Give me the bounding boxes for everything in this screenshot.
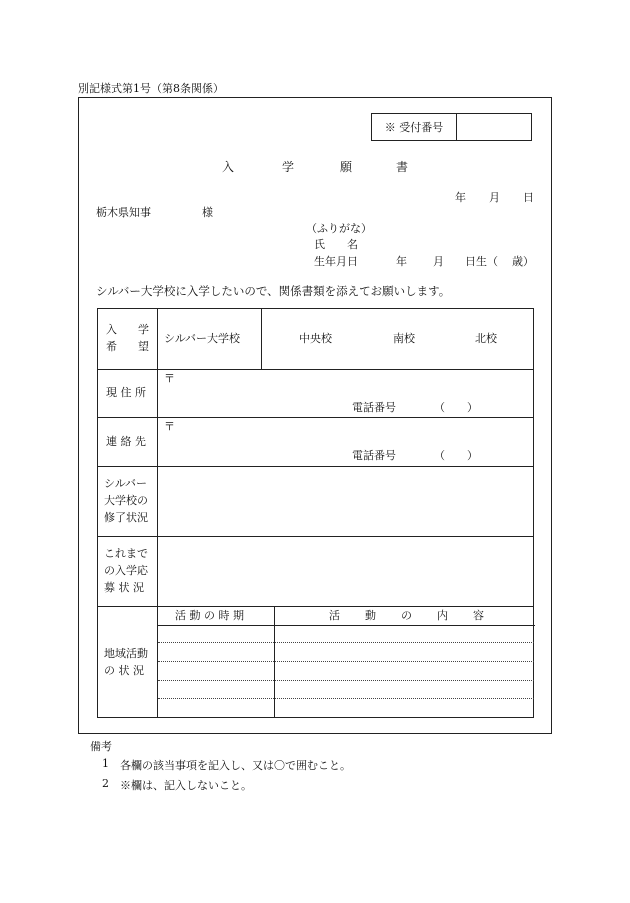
addressee-honorific: 様 [202,206,213,219]
address-phone-label: 電話番号 [352,401,396,414]
note-text-1: 各欄の該当事項を記入し、又は〇で囲むこと。 [120,759,351,772]
birth-label: 生年月日 [314,255,358,268]
activity-period-header: 活 動 の 時 期 [175,609,244,622]
note-text-2: ※欄は、記入しないこと。 [120,779,252,792]
title-char: 願 [340,160,353,174]
activity-content-header-2: 動 [365,609,376,622]
receipt-value-field[interactable] [458,114,531,140]
activity-period-field[interactable] [159,627,273,717]
history-label-1: これまで [104,547,148,560]
contact-phone-field[interactable]: （ ） [434,449,478,462]
campus-kita[interactable]: 北校 [475,332,497,345]
campus-chuo[interactable]: 中央校 [299,332,332,345]
activity-content-header-5: 容 [473,609,484,622]
date-day: 日 [523,191,534,204]
completion-label-3: 修了状況 [104,511,148,524]
age: 歳） [512,255,534,268]
address-phone-field[interactable]: （ ） [434,401,478,414]
history-label-2: の入学応 [104,564,148,577]
title-char: 学 [282,160,295,174]
application-table [97,308,534,718]
history-label-3: 募 状 況 [104,581,144,594]
birth-day: 日生（ [465,255,498,268]
completion-field[interactable] [159,468,533,534]
contact-postal-mark: 〒 [164,420,175,433]
contact-phone-label: 電話番号 [352,449,396,462]
title-char: 書 [396,160,409,174]
contact-field[interactable] [178,419,528,445]
wish-label-b2: 望 [138,340,149,353]
notes-heading: 備考 [90,740,112,753]
activity-content-header-4: 内 [437,609,448,622]
address-postal-mark: 〒 [164,372,175,385]
furigana-label: （ふりがな） [306,222,372,235]
completion-label-1: シルバー [104,477,147,490]
activity-label-2: の 状 況 [104,664,144,677]
addressee-name: 栃木県知事 [96,206,151,219]
note-num-2: 2 [102,777,109,790]
wish-label-a2: 学 [138,323,149,336]
birth-month: 月 [433,255,444,268]
note-num-1: 1 [102,757,109,770]
birth-year: 年 [396,255,407,268]
activity-content-header-3: の [401,609,412,622]
name-label-2: 名 [347,238,358,251]
receipt-label: ※ 受付番号 [372,114,457,140]
completion-label-2: 大学校の [104,494,148,507]
campus-minami[interactable]: 南校 [393,332,415,345]
form-number: 別記様式第1号（第8条関係） [78,82,224,95]
activity-content-field[interactable] [276,627,533,717]
wish-label-a1: 入 [106,323,117,336]
address-label: 現 住 所 [106,386,146,399]
address-field[interactable] [178,371,528,397]
date-year: 年 [455,191,466,204]
date-month: 月 [489,191,500,204]
history-field[interactable] [159,538,533,604]
receipt-box [371,113,532,141]
title-char: 入 [222,160,235,174]
statement: シルバー大学校に入学したいので、関係書類を添えてお願いします。 [96,284,451,298]
activity-label-1: 地域活動 [104,647,148,660]
school-name: シルバー大学校 [164,332,240,345]
wish-label-b1: 希 [106,340,117,353]
name-label-1: 氏 [314,238,325,251]
activity-content-header-1: 活 [329,609,340,622]
contact-label: 連 絡 先 [106,435,146,448]
